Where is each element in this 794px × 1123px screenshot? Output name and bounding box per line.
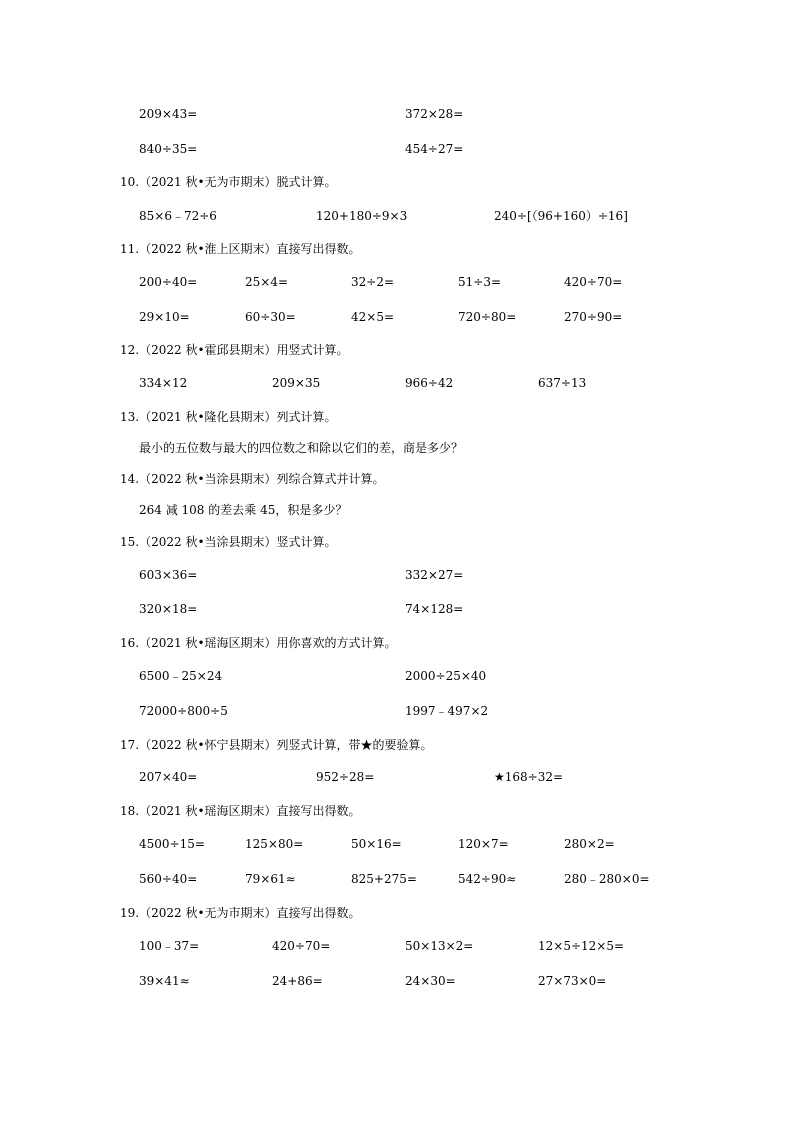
expression: 966÷42 (405, 376, 454, 390)
expression: 24+86= (272, 974, 323, 988)
expression: 74×128= (405, 602, 464, 616)
expression: 120+180÷9×3 (316, 209, 408, 223)
expression: 24×30= (405, 974, 456, 988)
expression: 27×73×0= (538, 974, 607, 988)
expression: 29×10= (139, 310, 190, 324)
expression: 120×7= (458, 837, 509, 851)
question-text: 264 减 108 的差去乘 45，积是多少？ (139, 503, 348, 517)
expression: 420÷70= (564, 275, 623, 289)
expression: 209×35 (272, 376, 321, 390)
question-title: 10.（2021 秋•无为市期末）脱式计算。 (120, 175, 337, 189)
expression: 825+275= (351, 872, 417, 886)
question-title: 18.（2021 秋•瑶海区期末）直接写出得数。 (120, 804, 361, 818)
expression: 85×6﹣72÷6 (139, 209, 217, 223)
expression: 637÷13 (538, 376, 587, 390)
expression: 4500÷15= (139, 837, 205, 851)
question-text: 最小的五位数与最大的四位数之和除以它们的差，商是多少？ (139, 441, 464, 455)
expression: 280×2= (564, 837, 615, 851)
expression: 454÷27= (405, 142, 464, 156)
expression: 240÷[（96+160）÷16] (494, 209, 628, 223)
expression: 50×16= (351, 837, 402, 851)
expression: 32÷2= (351, 275, 395, 289)
expression: 270÷90= (564, 310, 623, 324)
expression: 39×41≈ (139, 974, 190, 988)
expression: 332×27= (405, 568, 464, 582)
expression: 2000÷25×40 (405, 669, 487, 683)
expression: 42×5= (351, 310, 395, 324)
question-title: 14.（2022 秋•当涂县期末）列综合算式并计算。 (120, 472, 385, 486)
expression: 100﹣37= (139, 939, 200, 953)
question-title: 12.（2022 秋•霍邱县期末）用竖式计算。 (120, 343, 349, 357)
expression: 334×12 (139, 376, 188, 390)
expression: 60÷30= (245, 310, 296, 324)
expression: 207×40= (139, 770, 198, 784)
question-title: 17.（2022 秋•怀宁县期末）列竖式计算，带★的要验算。 (120, 738, 433, 752)
expression: 51÷3= (458, 275, 502, 289)
expression: 952÷28= (316, 770, 375, 784)
expression: ★168÷32= (494, 770, 564, 784)
expression: 280﹣280×0= (564, 872, 650, 886)
expression: 209×43= (139, 107, 198, 121)
expression: 72000÷800÷5 (139, 704, 228, 718)
expression: 25×4= (245, 275, 289, 289)
expression: 542÷90≈ (458, 872, 517, 886)
expression: 720÷80= (458, 310, 517, 324)
expression: 560÷40= (139, 872, 198, 886)
question-title: 19.（2022 秋•无为市期末）直接写出得数。 (120, 906, 361, 920)
question-title: 11.（2022 秋•淮上区期末）直接写出得数。 (120, 242, 361, 256)
expression: 320×18= (139, 602, 198, 616)
expression: 840÷35= (139, 142, 198, 156)
question-title: 15.（2022 秋•当涂县期末）竖式计算。 (120, 535, 337, 549)
expression: 125×80= (245, 837, 304, 851)
expression: 12×5÷12×5= (538, 939, 625, 953)
expression: 1997﹣497×2 (405, 704, 489, 718)
expression: 420÷70= (272, 939, 331, 953)
question-title: 16.（2021 秋•瑶海区期末）用你喜欢的方式计算。 (120, 636, 397, 650)
expression: 79×61≈ (245, 872, 296, 886)
expression: 6500﹣25×24 (139, 669, 223, 683)
expression: 372×28= (405, 107, 464, 121)
expression: 50×13×2= (405, 939, 474, 953)
expression: 603×36= (139, 568, 198, 582)
expression: 200÷40= (139, 275, 198, 289)
question-title: 13.（2021 秋•隆化县期末）列式计算。 (120, 410, 337, 424)
